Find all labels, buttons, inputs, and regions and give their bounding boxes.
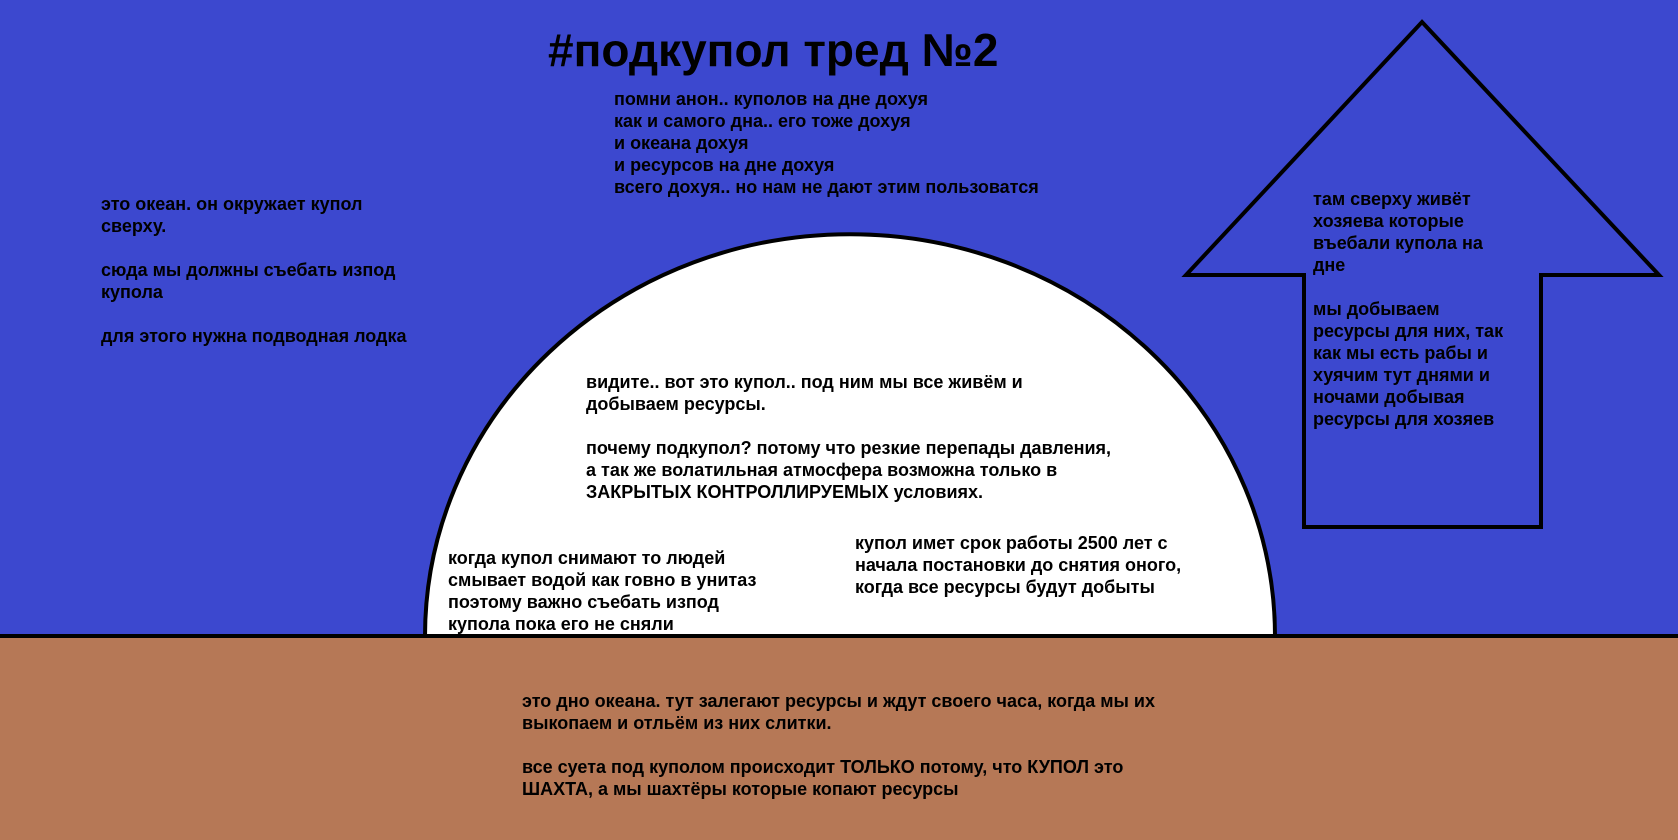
dome-right-note: купол имет срок работы 2500 лет с начала постановки до снятия оного, когда все ресурсы будут добыты [855, 533, 1182, 597]
page-title: #подкупол тред №2 [548, 24, 999, 76]
dome-left-note: когда купол снимают то людей смывает водой как говно в унитаз поэтому важно съебать изпод купола пока его не сняли [448, 548, 757, 634]
ocean-note: это океан. он окружает купол сверху. сюда мы должны съебать изпод купола для этого нужна подводная лодка [101, 194, 407, 346]
dome-note: видите.. вот это купол.. под ним мы все живём и добываем ресурсы. почему подкупол? потому что резкие перепады давления, а так же волатильная атмосфера возможна только в ЗАКРЫТЫХ КОНТРОЛЛИРУЕМЫХ условиях. [586, 372, 1112, 502]
arrow-note: там сверху живёт хозяева которые въебали купола на дне мы добываем ресурсы для них, так как мы есть рабы и хуячим тут днями и ночами добывая ресурсы для хозяев [1313, 189, 1504, 429]
top-note: помни анон.. куполов на дне дохуя как и самого дна.. его тоже дохуя и океана дохуя и ресурсов на дне дохуя всего дохуя.. но нам не дают этим пользоватся [614, 89, 1039, 197]
seabed-note: это дно океана. тут залегают ресурсы и ждут своего часа, когда мы их выкопаем и отльём из них слитки. все суета под куполом происходит ТОЛЬКО потому, что КУПОЛ это ШАХТА, а мы шахтёры которые копают ресурсы [522, 691, 1156, 799]
